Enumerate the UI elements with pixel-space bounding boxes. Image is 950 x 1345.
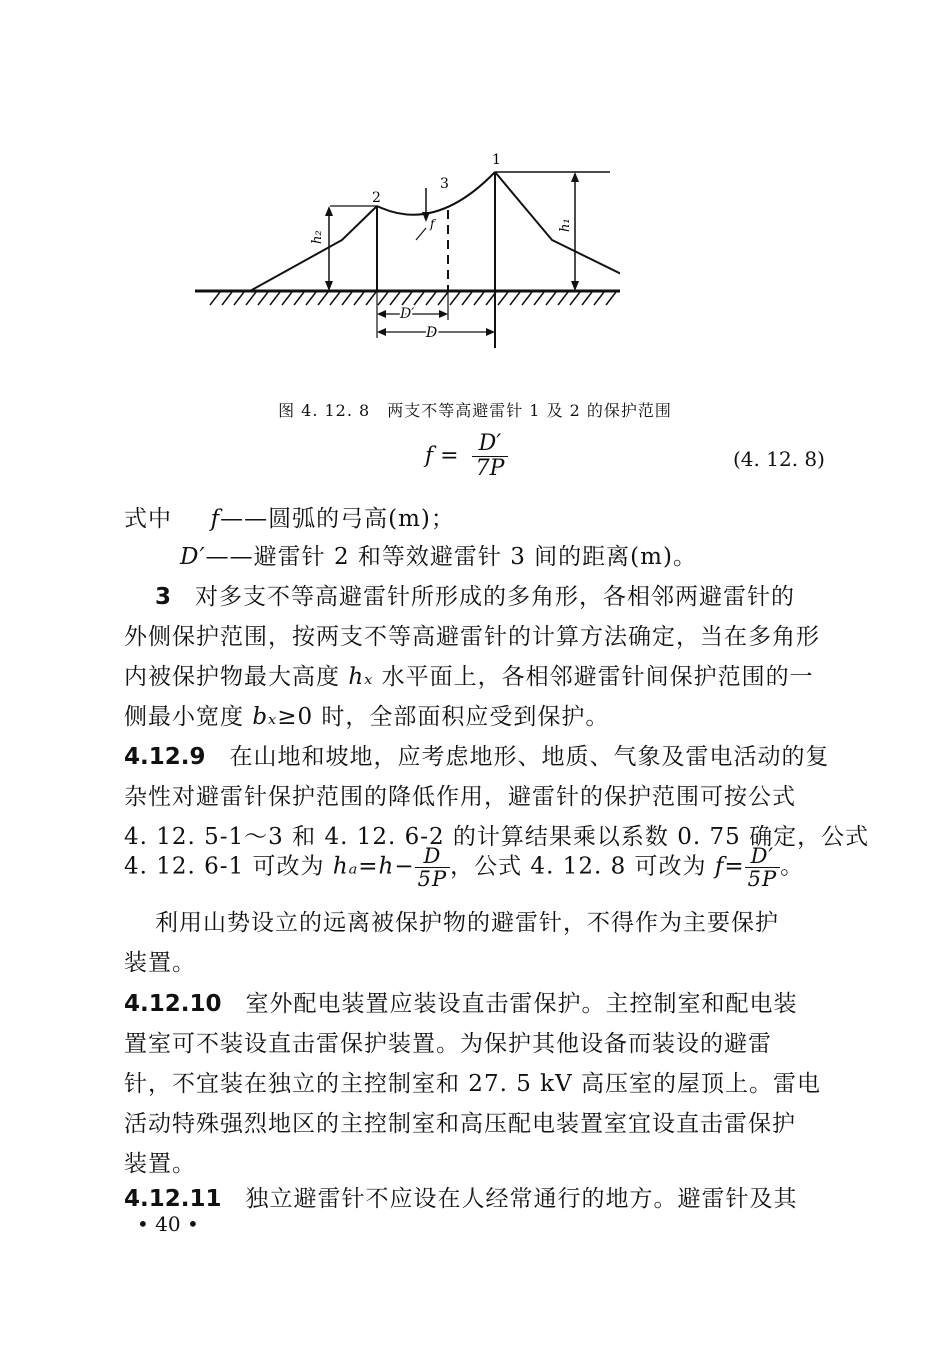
inline-fraction-num: D: [415, 845, 451, 868]
definition-f: [124, 500, 455, 533]
section-4-12-9-text4b: ，公式 4. 12. 8 可改为: [450, 853, 707, 880]
lightning-rod-protection-diagram: [190, 148, 620, 358]
f-leader: [416, 228, 426, 240]
section-4-12-10-line5: 装置。: [124, 1151, 196, 1177]
section-4-12-9-text4c: 。: [780, 853, 805, 880]
left-protection-boundary: [250, 206, 377, 291]
definition-text-f: 圆弧的弓高(m)；: [268, 506, 455, 532]
formula-lhs: f: [425, 443, 434, 469]
protection-arc: [377, 172, 495, 215]
page-number: • 40 •: [137, 1212, 199, 1236]
equation-number: (4. 12. 8): [733, 447, 825, 471]
section-4-12-10-text1: 室外配电装置应装设直击雷保护。主控制室和配电装: [245, 991, 798, 1017]
h1-arrow-top: [571, 172, 579, 182]
definition-text-dprime: 避雷针 2 和等效避雷针 3 间的距离(m)。: [253, 544, 697, 570]
para3-text4a: 侧最小宽度: [124, 704, 244, 730]
ground-hatching: [210, 292, 616, 305]
h2-arrow-top: [325, 206, 333, 216]
para3-line3: [124, 658, 814, 691]
para3-text1: 对多支不等高避雷针所形成的多角形，各相邻两避雷针的: [195, 584, 796, 610]
d-arrow-left: [377, 328, 386, 336]
para3-text3a: 内被保护物最大高度: [124, 664, 340, 690]
symbol-hx: hₓ: [348, 664, 374, 690]
section-4-12-10-line1: [124, 985, 798, 1018]
section-4-12-9-text4a: 4. 12. 6-1 可改为: [124, 853, 325, 880]
inline-fraction-den: 5P: [417, 867, 448, 891]
definition-symbol-f: f: [210, 506, 221, 532]
section-number-4-12-10: 4.12.10: [124, 991, 222, 1017]
section-4-12-11-text1: 独立避雷针不应设在人经常通行的地方。避雷针及其: [245, 1186, 798, 1212]
section-4-12-9-text1: 在山地和坡地，应考虑地形、地质、气象及雷电活动的复: [229, 744, 830, 770]
section-4-12-9-line2: 杂性对避雷针保护范围的降低作用，避雷针的保护范围可按公式: [124, 784, 796, 810]
section-4-12-10-line2: 置室可不装设直击雷保护装置。为保护其他设备而装设的避雷: [124, 1031, 772, 1057]
inline-formula-ha: hₐ=h−: [332, 853, 415, 880]
para3-line2: 外侧保护范围，按两支不等高避雷针的计算方法确定，当在多角形: [124, 624, 820, 650]
para3-text3b: 水平面上，各相邻避雷针间保护范围的一: [381, 664, 814, 690]
formula-fraction: [472, 432, 509, 481]
inline-fraction-d-5p: [415, 845, 451, 890]
para3-number: 3: [155, 584, 172, 610]
inline-fraction-den: 5P: [747, 867, 778, 891]
para3-line1: [155, 578, 795, 611]
section-number-4-12-9: 4.12.9: [124, 744, 206, 770]
section-4-12-9-line6: 装置。: [124, 950, 196, 976]
section-4-12-9-line5: 利用山势设立的远离被保护物的避雷针，不得作为主要保护: [155, 910, 779, 936]
label-dprime: D′: [400, 306, 415, 322]
para3-line4: [124, 698, 609, 731]
section-4-12-10-line4: 活动特殊强烈地区的主控制室和高压配电装置室宜设直击雷保护: [124, 1111, 796, 1137]
label-d: D: [426, 325, 438, 341]
inline-fraction-dprime-5p: [745, 845, 781, 890]
inline-fraction-num: D′: [745, 845, 781, 868]
formula-equals: =: [440, 443, 466, 469]
dprime-arrow-right: [439, 310, 448, 318]
label-mast-2: 2: [372, 190, 381, 206]
label-mast-1: 1: [492, 152, 501, 168]
figure-caption: 图 4. 12. 8 两支不等高避雷针 1 及 2 的保护范围: [278, 401, 672, 420]
definition-prefix: 式中: [124, 506, 172, 532]
label-mast-3: 3: [440, 176, 449, 192]
section-4-12-11-line1: [124, 1180, 798, 1213]
formula-denominator: 7P: [475, 456, 505, 481]
label-h1: h₁: [558, 218, 573, 232]
formula-4-12-8: [425, 432, 508, 481]
dprime-arrow-left: [377, 310, 386, 318]
section-4-12-9-line4: [124, 845, 804, 890]
definition-dash: ——: [220, 506, 269, 532]
inline-formula-f: f=: [714, 853, 745, 880]
definition-dash: ——: [205, 544, 254, 570]
d-arrow-right: [486, 328, 495, 336]
label-f: f: [430, 217, 435, 231]
f-arrow: [422, 212, 430, 222]
definition-dprime: [180, 538, 697, 571]
formula-numerator: D′: [472, 432, 509, 457]
section-4-12-9-line1: [124, 738, 830, 771]
section-4-12-9-line3: 4. 12. 5-1～3 和 4. 12. 6-2 的计算结果乘以系数 0. 75 确定，公式: [124, 824, 870, 850]
symbol-bx: bₓ: [252, 704, 278, 730]
para3-text4b: ≥0 时，全部面积应受到保护。: [277, 704, 610, 730]
section-4-12-10-line3: 针，不宜装在独立的主控制室和 27. 5 kV 高压室的屋顶上。雷电: [124, 1071, 822, 1097]
definition-symbol-dprime: D′: [180, 544, 206, 570]
section-number-4-12-11: 4.12.11: [124, 1186, 222, 1212]
label-h2: h₂: [310, 230, 325, 244]
